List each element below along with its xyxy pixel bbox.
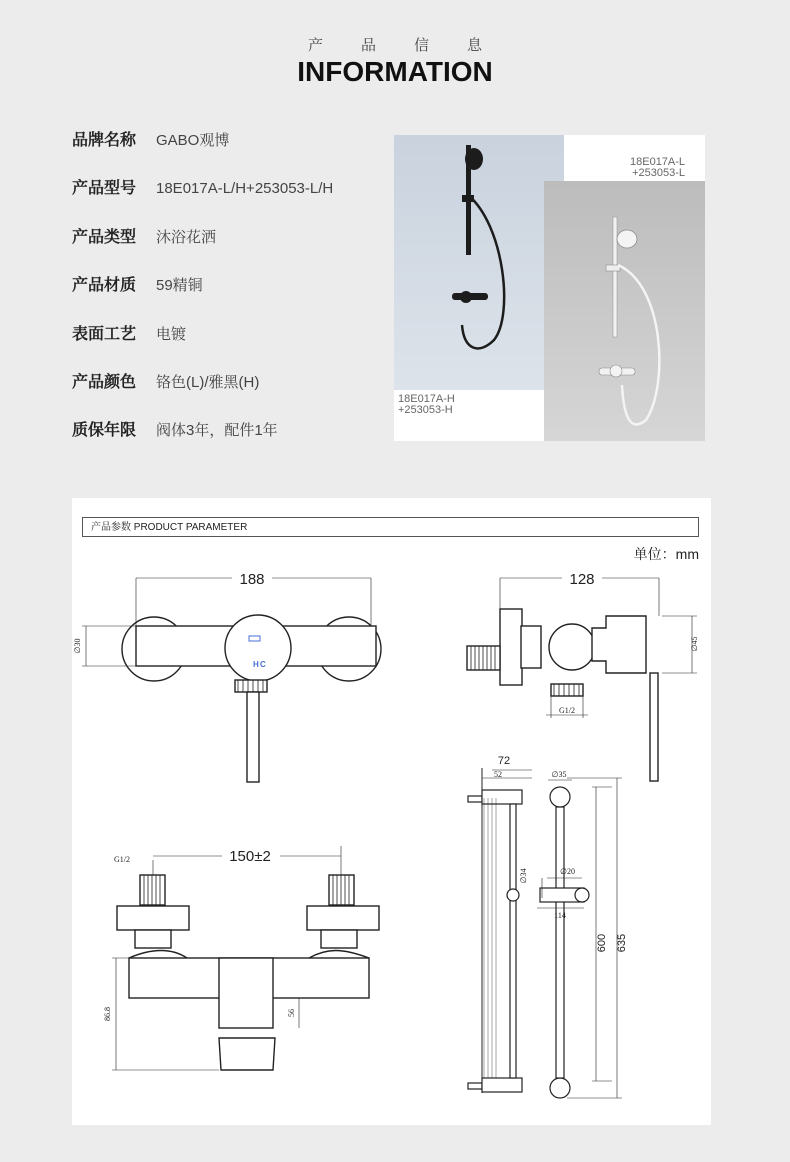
spec-row-material (72, 275, 203, 297)
dim-side-thread: G1/2 (559, 706, 575, 715)
spec-label: 产品颜色 (72, 374, 137, 391)
spec-value: 18E017A-L/H+253053-L/H (156, 180, 334, 197)
dim-rail-d20: ∅20 (560, 867, 575, 876)
dim-side-depth: 128 (569, 571, 595, 588)
photo-label-black-line1: 18E017A-H (398, 393, 455, 405)
spec-row-type (72, 227, 216, 249)
spec-label: 品牌名称 (72, 132, 137, 149)
dim-rail-d34: ∅34 (519, 868, 528, 884)
photo-label-chrome (630, 157, 685, 179)
spec-label: 质保年限 (72, 422, 137, 439)
unit-label: 单位：mm (633, 546, 699, 562)
side-view (467, 578, 697, 781)
dim-front-dia: ∅30 (73, 638, 82, 654)
photo-label-black (398, 394, 455, 416)
parameter-title-bar: 产品参数 PRODUCT PARAMETER (82, 517, 699, 537)
dim-front-width: 188 (239, 571, 265, 588)
dim-rail-114: 114 (554, 911, 566, 920)
bottom-view (112, 846, 379, 1070)
spec-label: 产品类型 (72, 229, 137, 246)
dim-rail-600: 600 (596, 933, 608, 953)
dim-bottom-h2: 56 (287, 1009, 296, 1017)
front-view (82, 578, 381, 782)
photo-label-chrome-line1: 18E017A-L (630, 156, 686, 168)
header-cn-title: 产品信息 (307, 37, 520, 54)
spec-label: 产品型号 (72, 180, 137, 197)
spec-label: 表面工艺 (72, 326, 137, 343)
spec-value: GABO观博 (156, 132, 230, 149)
dim-rail-635: 635 (616, 933, 628, 953)
dim-rail-72: 72 (497, 755, 511, 767)
spec-row-color (72, 372, 259, 394)
dim-rail-d35: ∅35 (551, 770, 567, 779)
spec-row-model (72, 178, 333, 200)
spec-value: 沐浴花洒 (156, 229, 217, 246)
spec-value: 铬色(L)/雅黑(H) (156, 374, 260, 391)
spec-row-warranty (72, 420, 278, 442)
spec-row-finish (72, 324, 186, 346)
spec-value: 59精铜 (156, 277, 203, 294)
spec-value: 阀体3年，配件1年 (156, 422, 278, 439)
dim-bottom-spacing: 150±2 (229, 848, 271, 865)
dim-side-dia: ∅45 (690, 636, 699, 652)
dim-bottom-thread: G1/2 (114, 855, 130, 864)
spec-label: 产品材质 (72, 277, 137, 294)
dim-rail-52: 52 (494, 770, 502, 779)
technical-drawing (72, 498, 711, 1125)
rail-view (468, 768, 622, 1098)
parameter-panel (72, 498, 711, 1125)
cold-mark: C (260, 660, 266, 669)
hot-mark: H (253, 660, 259, 669)
spec-row-brand (72, 130, 229, 152)
photo-label-chrome-line2: +253053-L (632, 167, 686, 179)
dim-bottom-h1: 86.8 (103, 1007, 112, 1021)
photo-label-black-line2: +253053-H (398, 404, 453, 416)
spec-value: 电镀 (156, 326, 187, 343)
header-en-title: INFORMATION (297, 56, 493, 87)
product-photo (394, 135, 705, 441)
